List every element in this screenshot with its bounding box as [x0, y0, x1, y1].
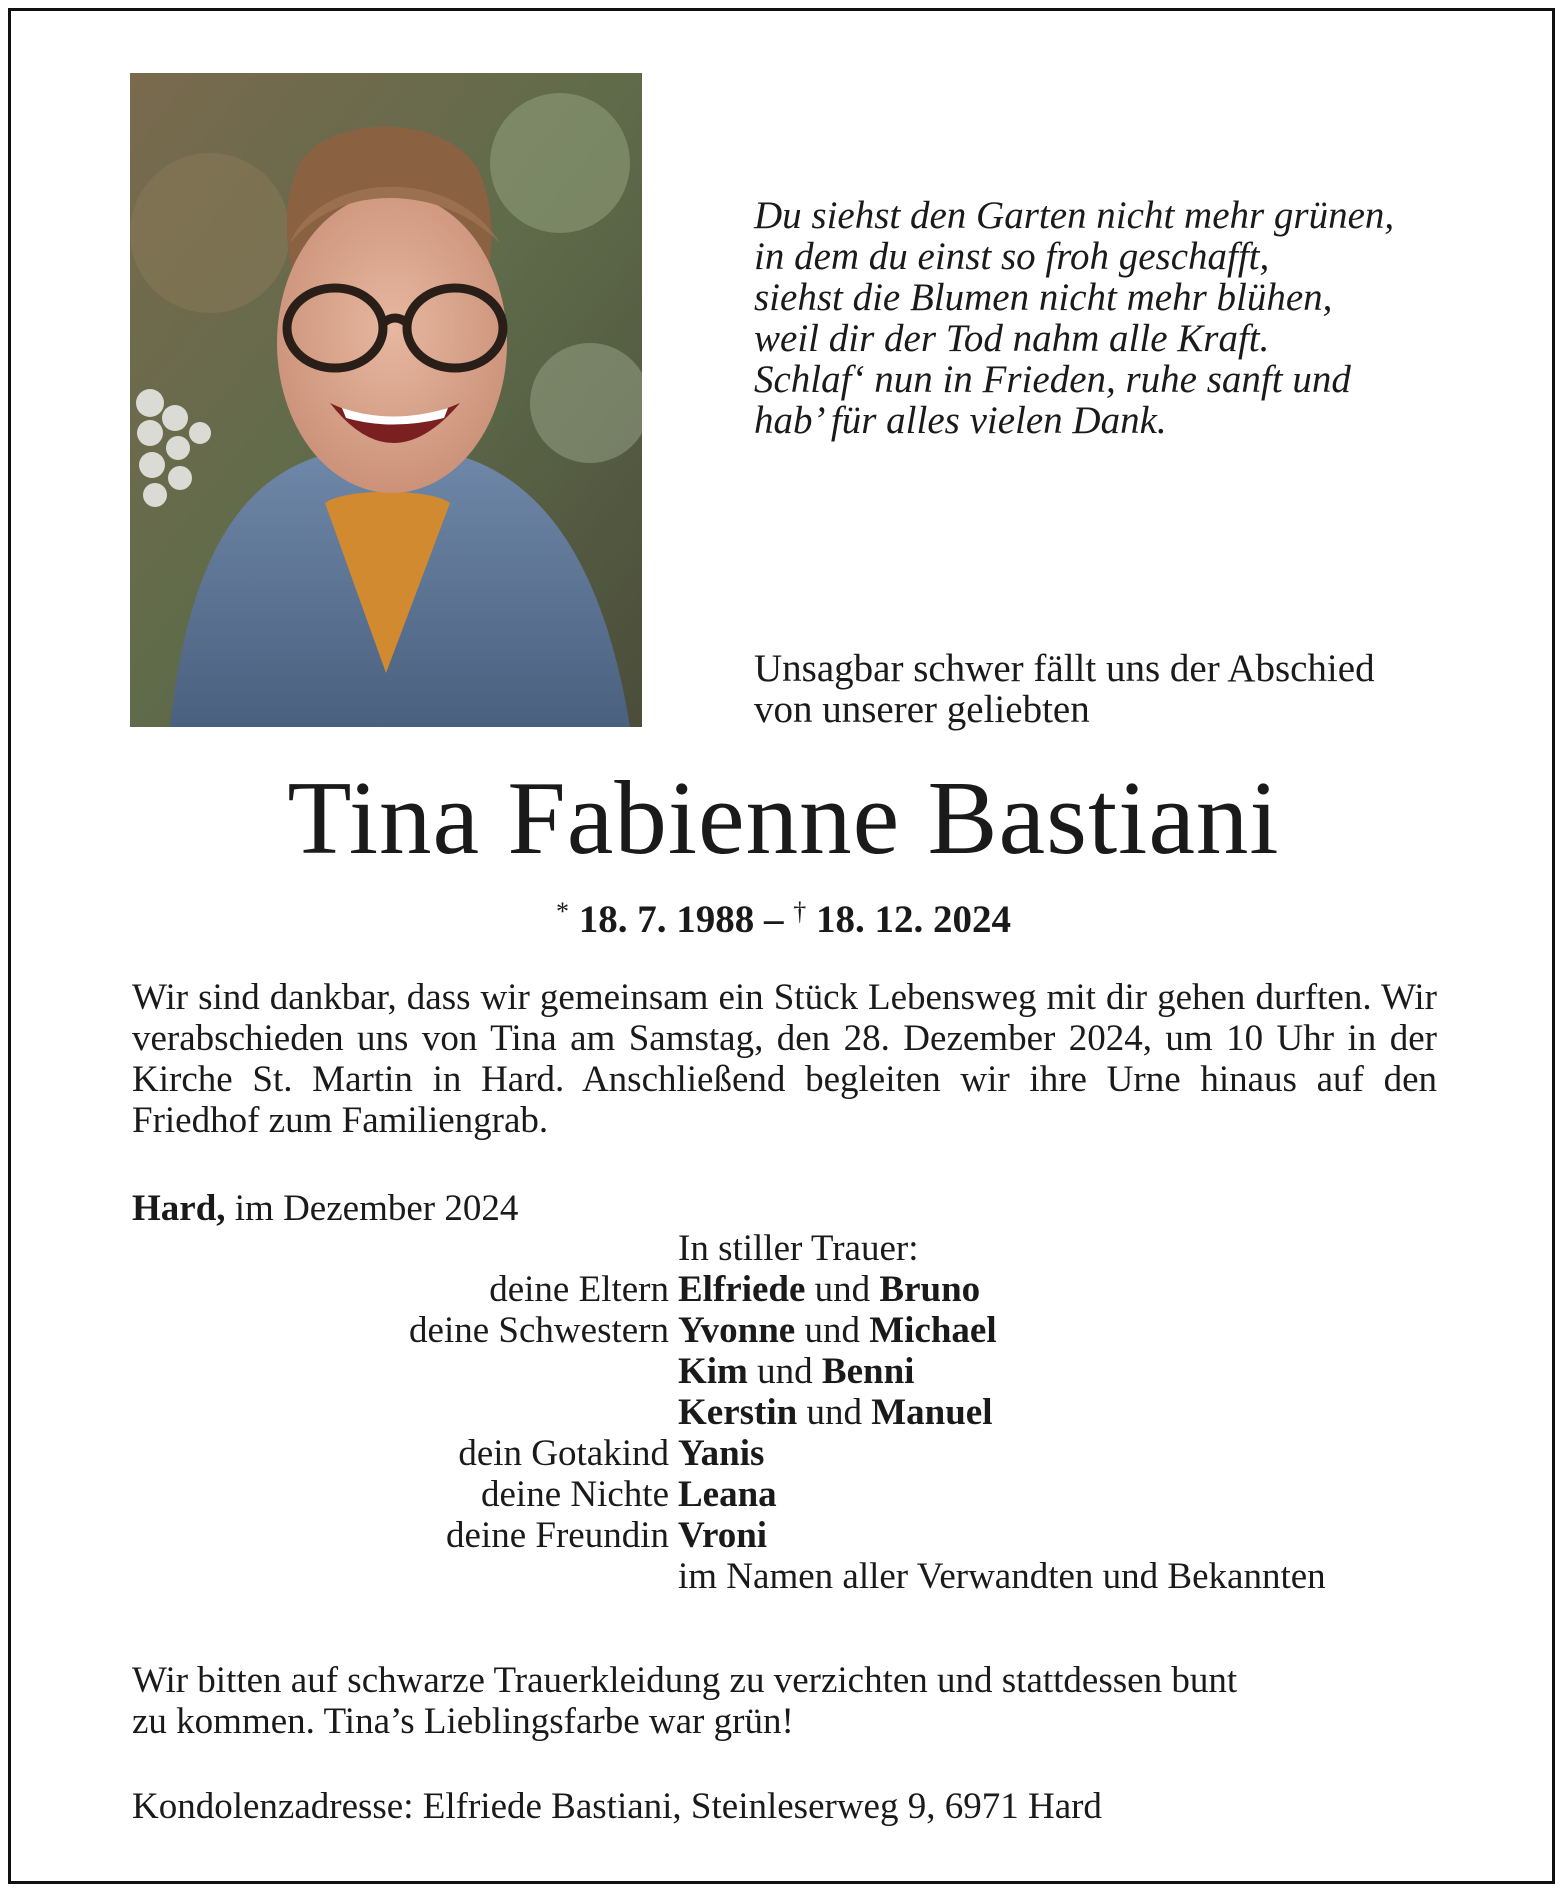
mourner-relation: deine Nichte [481, 1474, 669, 1515]
mourner-name: Kim [678, 1351, 748, 1392]
poem-line: Schlaf‘ nun in Frieden, ruhe sanft und [754, 358, 1351, 401]
mourner-relation: deine Schwestern [409, 1310, 669, 1351]
mourner-names [678, 1392, 992, 1433]
place-month: im Dezember 2024 [225, 1188, 519, 1229]
mourner-joiner: und [747, 1351, 822, 1392]
portrait-photo [130, 73, 642, 727]
poem-line: hab’ für alles vielen Dank. [754, 399, 1167, 442]
birth-date: 18. 7. 1988 [578, 898, 755, 941]
mourner-joiner: und [795, 1310, 870, 1351]
announcement-text: Wir sind dankbar, dass wir gemeinsam ein Stück Lebensweg mit dir gehen durften. Wir verabschieden uns von Tina am Samstag, den 28. Dezember 2024, um 10 Uhr in der Kirche St. Martin in Hard. Anschließend begleiten wir ihre Urne hinaus auf den Friedhof zum Familiengrab. [132, 977, 1437, 1141]
mourners-closing: im Namen aller Verwandten und Bekannten [678, 1556, 1326, 1597]
mourner-names [678, 1310, 997, 1351]
mourner-names [678, 1351, 914, 1392]
poem-line: weil dir der Tod nahm alle Kraft. [754, 317, 1270, 360]
wish-line: Wir bitten auf schwarze Trauerkleidung zu verzichten und stattdessen bunt [132, 1660, 1238, 1701]
mourners-header: In stiller Trauer: [678, 1228, 919, 1269]
condolence-address: Kondolenzadresse: Elfriede Bastiani, Steinleserweg 9, 6971 Hard [132, 1786, 1102, 1827]
mourners-section [0, 1228, 1567, 1597]
mourner-joiner: und [797, 1392, 872, 1433]
mourner-name: Yvonne [678, 1310, 796, 1351]
intro-text [754, 648, 1514, 730]
mourner-name: Yanis [678, 1433, 765, 1474]
mourner-names [678, 1433, 764, 1474]
mourner-row [0, 1351, 1567, 1392]
mourner-row [0, 1310, 1567, 1351]
mourner-row [0, 1474, 1567, 1515]
poem-line: in dem du einst so froh geschafft, [754, 235, 1270, 278]
mourner-row [0, 1433, 1567, 1474]
mourner-names [678, 1474, 777, 1515]
mourner-name: Manuel [871, 1392, 993, 1433]
death-symbol: † [793, 897, 807, 926]
place-date [132, 1188, 518, 1229]
mourner-names [678, 1515, 767, 1556]
mourner-name: Kerstin [678, 1392, 798, 1433]
life-dates [0, 888, 1567, 944]
poem-line: siehst die Blumen nicht mehr blühen, [754, 276, 1333, 319]
wish-line: zu kommen. Tina’s Lieblingsfarbe war grün! [132, 1701, 794, 1742]
mourner-name: Bruno [879, 1269, 981, 1310]
mourner-name: Elfriede [678, 1269, 806, 1310]
birth-symbol: * [556, 897, 569, 926]
mourner-relation: deine Freundin [446, 1515, 669, 1556]
poem [754, 195, 1494, 441]
deceased-name: Tina Fabienne Bastiani [287, 759, 1280, 876]
death-date: 18. 12. 2024 [816, 898, 1011, 941]
mourner-joiner: und [805, 1269, 880, 1310]
dress-wish [132, 1660, 1437, 1742]
mourner-name: Michael [869, 1310, 997, 1351]
mourner-row [0, 1269, 1567, 1310]
mourner-names [678, 1269, 980, 1310]
date-separator: – [754, 898, 794, 941]
mourner-row [0, 1392, 1567, 1433]
mourner-relation: dein Gotakind [458, 1433, 669, 1474]
mourner-name: Vroni [678, 1515, 768, 1556]
intro-line: Unsagbar schwer fällt uns der Abschied [754, 647, 1375, 690]
mourner-name: Benni [821, 1351, 915, 1392]
mourner-relation: deine Eltern [489, 1269, 669, 1310]
place-town: Hard, [132, 1188, 226, 1229]
mourner-name: Leana [678, 1474, 777, 1515]
mourner-row [0, 1515, 1567, 1556]
portrait-illustration [130, 73, 642, 727]
poem-line: Du siehst den Garten nicht mehr grünen, [754, 194, 1395, 237]
intro-line: von unserer geliebten [754, 688, 1090, 731]
